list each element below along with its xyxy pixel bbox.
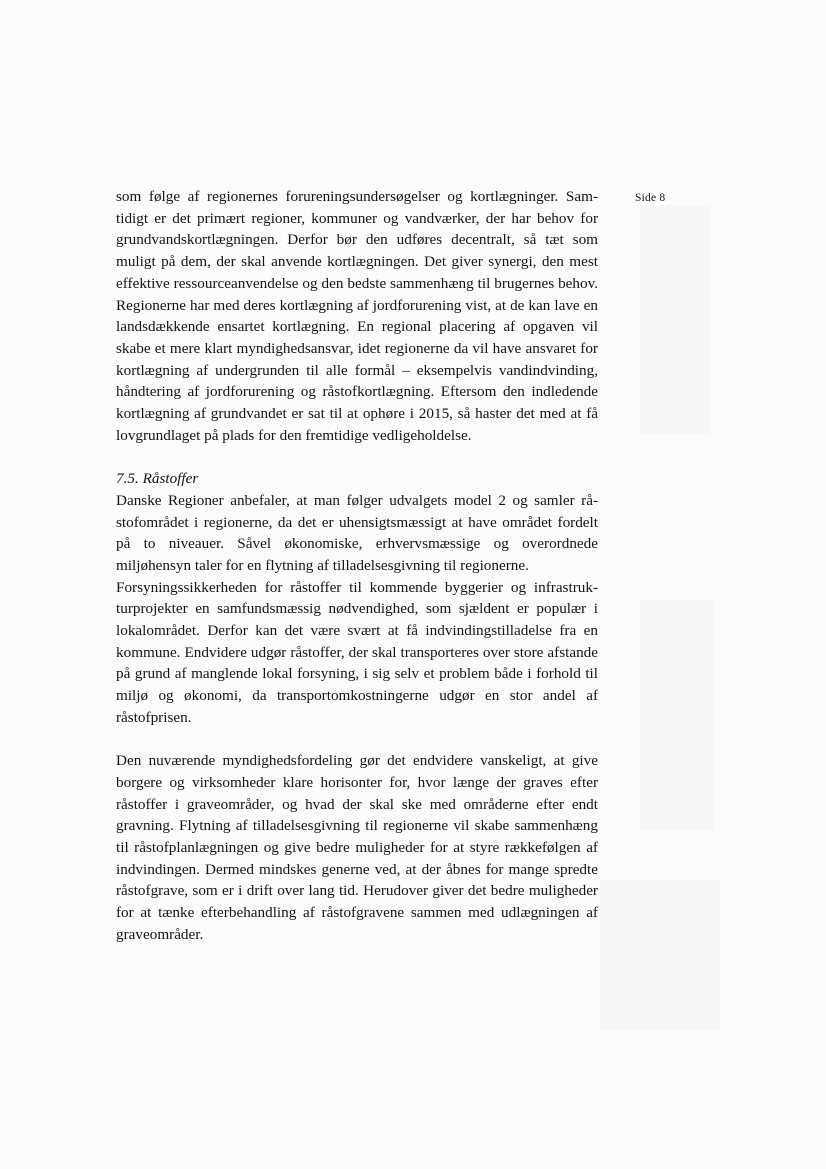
bleed-through-shadow	[640, 600, 715, 830]
paragraph: som følge af regionernes forureningsundersøgelser og kortlægninger. Samtidigt er det primært regioner, kommuner og vandværker, der har behov for grundvandskortlægningen. Derfor bør den udføres decentralt, så tæt som muligt på dem, der skal anvende kortlægningen. Det giver synergi, den mest effektive ressourceanvendelse og den bedste sammenhæng til brugernes behov. Regionerne har med deres kortlægning af jordforurening vist, at de kan lave en landsdækkende ensartet kortlægning. En regional placering af opgaven vil skabe et mere klart myndighedsansvar, idet regionerne da vil have ansvaret for kortlægning af undergrunden til alle formål – eksempelvis vandindvinding, håndtering af jordforurening og råstofkortlægning. Eftersom den indledende kortlægning af grundvandet er sat til at ophøre i 2015, så haster det med at få lovgrundlaget på plads for den fremtidige vedligeholdelse.	[116, 188, 598, 444]
body-text	[116, 186, 598, 946]
section-heading: 7.5. Råstoffer	[116, 470, 199, 488]
bleed-through-shadow	[640, 205, 710, 435]
section-raastoffer	[116, 468, 598, 577]
paragraph: Den nuværende myndighedsfordeling gør det endvidere vanskeligt, at give borgere og virksomheder klare horisonter for, hvor længe der graves efter råstoffer i graveområder, og hvad der skal ske med områderne efter endt gravning. Flytning af tilladelsesgivning til regionerne vil skabe sammenhæng til råstofplanlægningen og give bedre muligheder for at styre rækkefølgen af indvindingen. Dermed mindskes generne ved, at der åbnes for mange spredte råstofgrave, som er i drift over lang tid. Herudover giver det bedre muligheder for at tænke efterbehandling af råstofgravene sammen med udlægningen af graveområder.	[116, 752, 598, 943]
paragraph: Danske Regioner anbefaler, at man følger udvalgets model 2 og samler råstofområdet i regionerne, da det er uhensigtsmæssigt at have området fordelt på to niveauer. Såvel økonomiske, erhvervsmæssige og overordnede miljøhensyn taler for en flytning af tilladelsesgivning til regionerne.	[116, 491, 598, 574]
paragraph: Forsyningssikkerheden for råstoffer til kommende byggerier og infrastrukturprojekter en samfundsmæssig nødvendighed, som sjældent er populær i lokalområdet. Derfor kan det være svært at få indvindingstilladelse fra en kommune. Endvidere udgør råstoffer, der skal transporteres over store afstande på grund af manglende lokal forsyning, i sig selv et problem både i forhold til miljø og økonomi, da transportomkostningerne udgør en stor andel af råstofprisen.	[116, 578, 598, 726]
page-number: Side 8	[635, 192, 666, 204]
bleed-through-shadow	[600, 880, 720, 1030]
